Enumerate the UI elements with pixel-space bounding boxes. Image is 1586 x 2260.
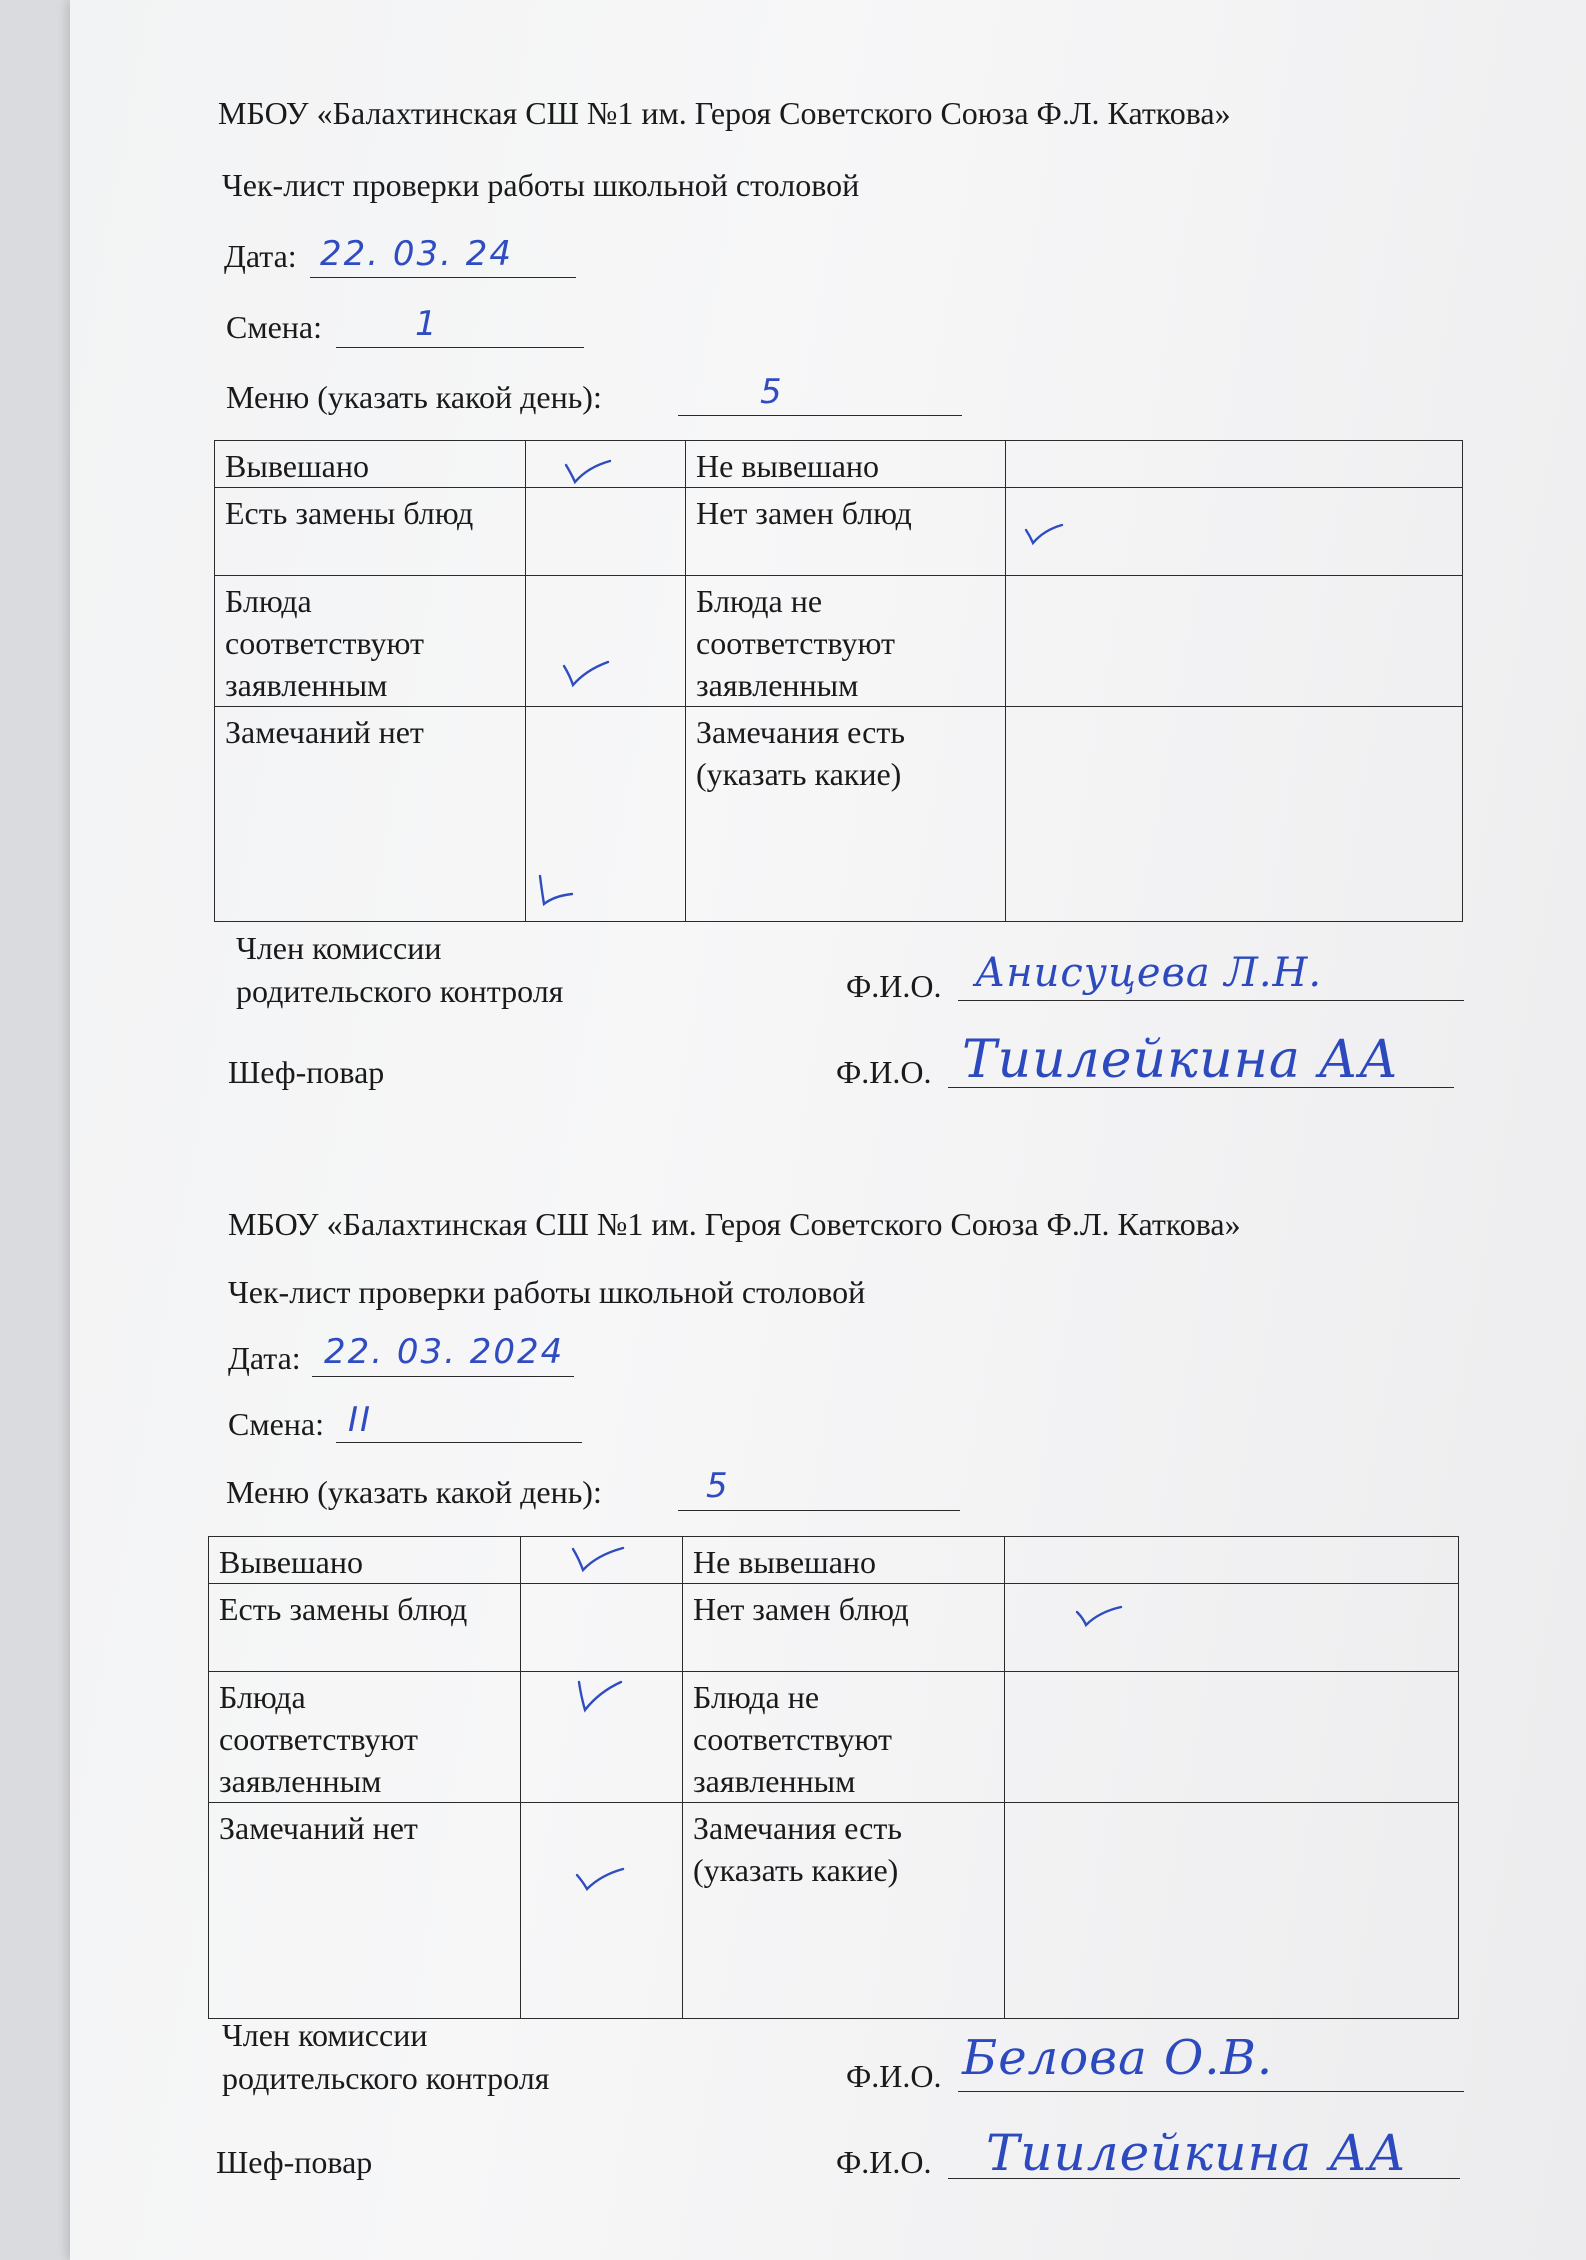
check-cell[interactable]	[521, 1537, 683, 1584]
check-cell[interactable]	[521, 1803, 683, 2019]
member-signature: Белова О.В.	[962, 2030, 1274, 2086]
chef-signature: Тиилейкина АА	[962, 1030, 1400, 1090]
table-row	[215, 576, 1463, 707]
member-signature: Анисуцева Л.Н.	[975, 950, 1323, 996]
chef-fio-label: Ф.И.О.	[836, 1054, 932, 1090]
check-cell[interactable]	[1005, 1803, 1459, 2019]
chef-fio-label: Ф.И.О.	[836, 2144, 932, 2180]
check-cell[interactable]	[1006, 488, 1463, 576]
criterion-cell: Замечаний нет	[209, 1803, 521, 2019]
school-name: МБОУ «Балахтинская СШ №1 им. Героя Советского Союза Ф.Л. Каткова»	[218, 95, 1231, 131]
checkmark-icon	[575, 1867, 627, 1893]
table-row	[209, 1537, 1459, 1584]
table-row	[209, 1803, 1459, 2019]
date-value[interactable]: 22. 03. 2024	[324, 1332, 565, 1372]
criterion-cell: Вывешано	[209, 1537, 521, 1584]
criterion-cell: Нет замен блюд	[686, 488, 1006, 576]
member-fio-underline	[958, 2091, 1464, 2092]
checkmark-icon	[1024, 522, 1066, 546]
check-cell[interactable]	[521, 1584, 683, 1672]
check-cell[interactable]	[1005, 1584, 1459, 1672]
chef-signature: Тиилейкина АА	[986, 2124, 1407, 2182]
date-underline	[310, 277, 576, 278]
table-row	[215, 441, 1463, 488]
criterion-cell: Блюда соответствуют заявленным	[215, 576, 526, 707]
shift-value[interactable]: II	[348, 1400, 373, 1440]
check-cell[interactable]	[526, 441, 686, 488]
criterion-cell: Блюда соответствуют заявленным	[209, 1672, 521, 1803]
criterion-cell: Не вывешано	[686, 441, 1006, 488]
table-row	[215, 488, 1463, 576]
criterion-cell: Не вывешано	[683, 1537, 1005, 1584]
form-title: Чек-лист проверки работы школьной столовой	[222, 167, 860, 203]
criterion-cell: Блюда не соответствуют заявленным	[683, 1672, 1005, 1803]
criterion-cell: Замечания есть (указать какие)	[686, 707, 1006, 922]
checklist-table	[214, 440, 1463, 922]
form-title: Чек-лист проверки работы школьной столовой	[228, 1274, 866, 1310]
menu-label: Меню (указать какой день):	[226, 1474, 602, 1510]
check-cell[interactable]	[526, 707, 686, 922]
member-fio-underline	[958, 1000, 1464, 1001]
check-cell[interactable]	[526, 488, 686, 576]
checkmark-icon	[571, 1545, 627, 1573]
checkmark-icon	[536, 872, 576, 908]
table-row	[209, 1672, 1459, 1803]
shift-label: Смена:	[228, 1406, 325, 1442]
checkmark-icon	[1075, 1604, 1125, 1628]
school-name: МБОУ «Балахтинская СШ №1 им. Героя Советского Союза Ф.Л. Каткова»	[228, 1206, 1241, 1242]
check-cell[interactable]	[1005, 1672, 1459, 1803]
criterion-cell: Блюда не соответствуют заявленным	[686, 576, 1006, 707]
member-label: Член комиссии родительского контроля	[222, 2017, 550, 2096]
menu-underline	[678, 415, 962, 416]
member-fio-label: Ф.И.О.	[846, 2058, 942, 2094]
check-cell[interactable]	[521, 1672, 683, 1803]
menu-value[interactable]: 5	[706, 1466, 730, 1506]
member-fio-label: Ф.И.О.	[846, 968, 942, 1004]
criterion-cell: Есть замены блюд	[209, 1584, 521, 1672]
check-cell[interactable]	[1006, 441, 1463, 488]
menu-value[interactable]: 5	[760, 372, 784, 412]
check-cell[interactable]	[1005, 1537, 1459, 1584]
shift-underline	[336, 347, 584, 348]
member-label: Член комиссии родительского контроля	[236, 930, 564, 1009]
chef-label: Шеф-повар	[216, 2144, 373, 2180]
table-row	[215, 707, 1463, 922]
menu-label: Меню (указать какой день):	[226, 379, 602, 415]
criterion-cell: Вывешано	[215, 441, 526, 488]
menu-underline	[678, 1510, 960, 1511]
criterion-cell: Замечания есть (указать какие)	[683, 1803, 1005, 2019]
criterion-cell: Нет замен блюд	[683, 1584, 1005, 1672]
checkmark-icon	[575, 1678, 625, 1714]
check-cell[interactable]	[1006, 576, 1463, 707]
shift-underline	[336, 1442, 582, 1443]
date-label: Дата:	[224, 238, 297, 274]
shift-value[interactable]: 1	[415, 304, 439, 344]
criterion-cell: Замечаний нет	[215, 707, 526, 922]
criterion-cell: Есть замены блюд	[215, 488, 526, 576]
check-cell[interactable]	[1006, 707, 1463, 922]
shift-label: Смена:	[226, 309, 323, 345]
date-value[interactable]: 22. 03. 24	[320, 234, 514, 274]
checkmark-icon	[562, 660, 612, 688]
table-row	[209, 1584, 1459, 1672]
date-underline	[312, 1376, 574, 1377]
checklist-table	[208, 1536, 1459, 2019]
chef-label: Шеф-повар	[228, 1054, 385, 1090]
checkmark-icon	[564, 459, 614, 485]
date-label: Дата:	[228, 1340, 301, 1376]
check-cell[interactable]	[526, 576, 686, 707]
